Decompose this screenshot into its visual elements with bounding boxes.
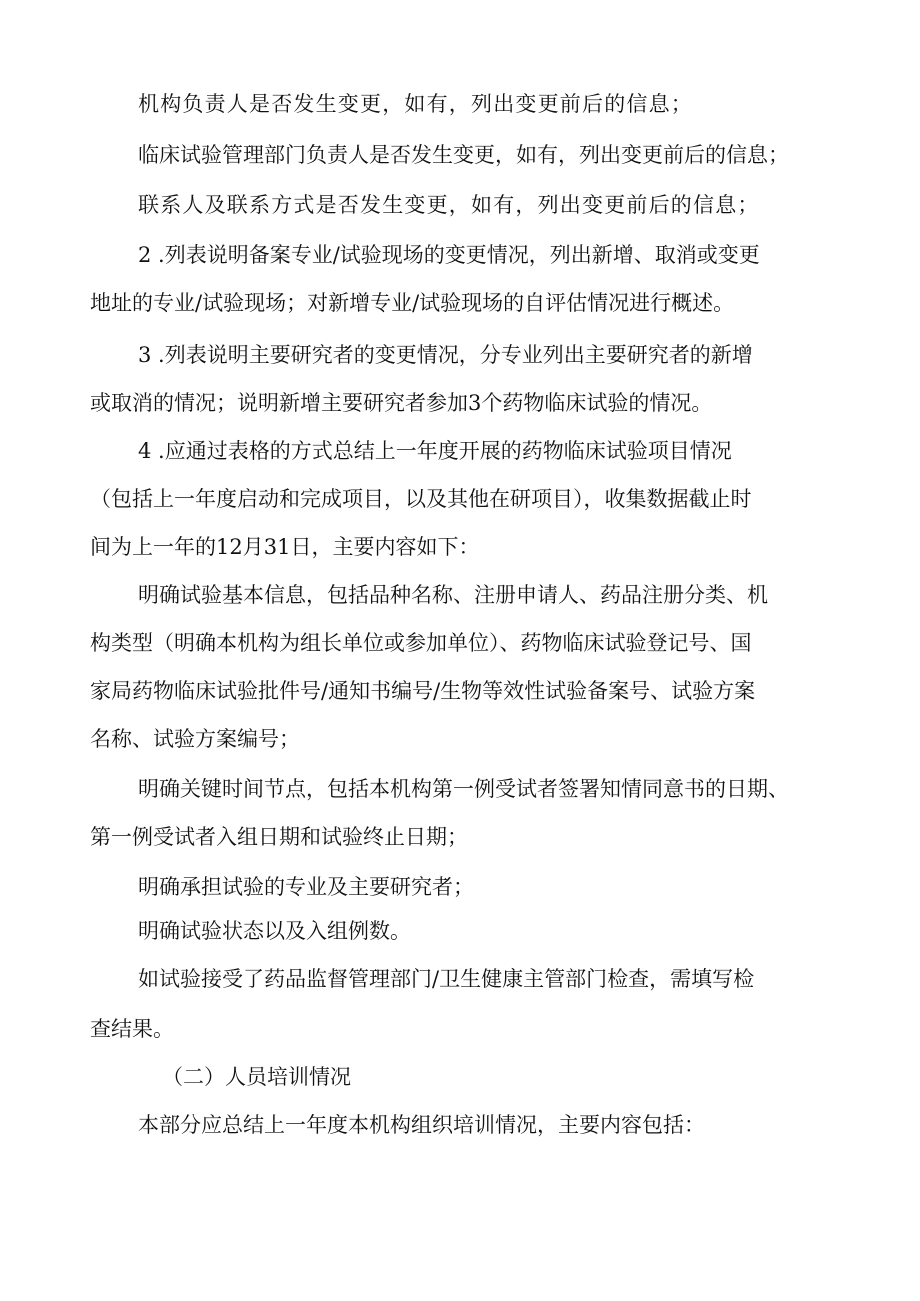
text-line: 联系人及联系方式是否发生变更，如有，列出变更前后的信息； (138, 193, 760, 217)
text-line: 家局药物临床试验批件号/通知书编号/生物等效性试验备案号、试验方案 (90, 679, 756, 703)
text-line: 第一例受试者入组日期和试验终止日期； (90, 825, 468, 849)
text-line: 明确试验状态以及入组例数。 (138, 919, 411, 943)
text-line: 名称、试验方案编号； (90, 727, 300, 751)
text-line: 3 .列表说明主要研究者的变更情况，分专业列出主要研究者的新增 (138, 343, 753, 367)
text-line: 明确承担试验的专业及主要研究者； (138, 875, 474, 899)
text-line: 地址的专业/试验现场；对新增专业/试验现场的自评估情况进行概述。 (90, 291, 735, 315)
text-line: 或取消的情况；说明新增主要研究者参加3个药物临床试验的情况。 (90, 391, 713, 415)
text-line: 构类型（明确本机构为组长单位或参加单位）、药物临床试验登记号、国 (90, 631, 752, 655)
section-heading: （二）人员培训情况 (162, 1065, 351, 1089)
text-line: （包括上一年度启动和完成项目，以及其他在研项目），收集数据截止时 (90, 487, 752, 511)
text-line: 明确试验基本信息，包括品种名称、注册申请人、药品注册分类、机 (138, 583, 768, 607)
text-line: 4 .应通过表格的方式总结上一年度开展的药物临床试验项目情况 (138, 439, 732, 463)
text-line: 如试验接受了药品监督管理部门/卫生健康主管部门检查，需填写检 (138, 967, 755, 991)
text-line: 本部分应总结上一年度本机构组织培训情况，主要内容包括： (138, 1113, 705, 1137)
text-line: 查结果。 (90, 1017, 174, 1041)
text-line: 机构负责人是否发生变更，如有，列出变更前后的信息； (138, 92, 693, 116)
text-line: 间为上一年的12月31日，主要内容如下： (90, 535, 480, 559)
text-line: 明确关键时间节点，包括本机构第一例受试者签署知情同意书的日期、 (138, 777, 789, 801)
text-line: 2 .列表说明备案专业/试验现场的变更情况，列出新增、取消或变更 (138, 243, 760, 267)
text-line: 临床试验管理部门负责人是否发生变更，如有，列出变更前后的信息； (138, 143, 789, 167)
